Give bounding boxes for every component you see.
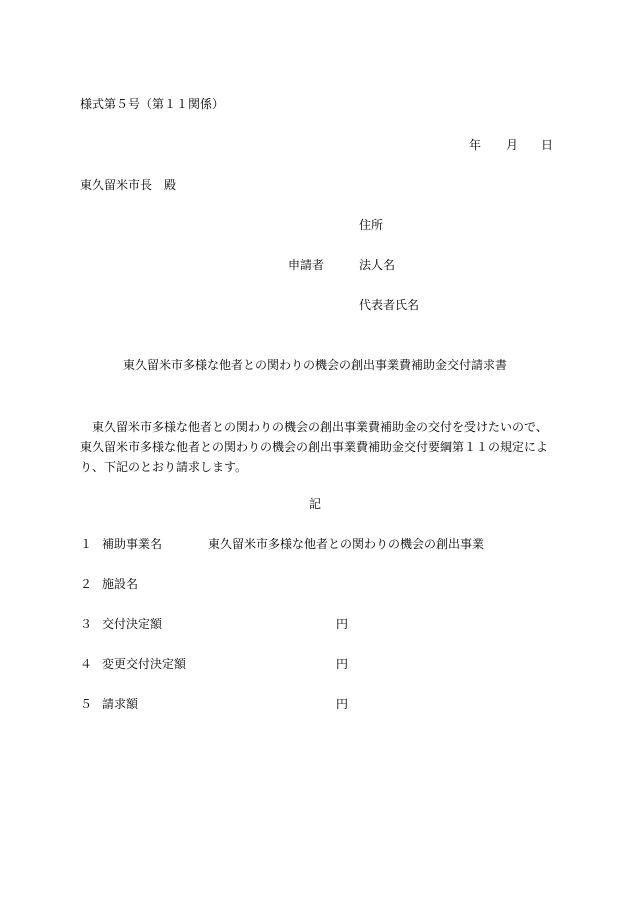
date-year: 年	[469, 138, 482, 152]
corporation-name-label: 法人名	[359, 258, 396, 272]
item-label-decision-amount: 交付決定額	[102, 617, 163, 631]
ki-heading: 記	[308, 497, 321, 511]
item-number: ２	[80, 577, 93, 591]
yen-unit: 円	[336, 697, 349, 711]
document-title: 東久留米市多様な他者との関わりの機会の創出事業費補助金交付請求書	[122, 358, 507, 372]
yen-unit: 円	[336, 657, 349, 671]
applicant-label: 申請者	[288, 258, 325, 272]
body-paragraph: 東久留米市多様な他者との関わりの機会の創出事業費補助金の交付を受けたいので、東久留米市多様な他者との関わりの機会の創出事業費補助金交付要綱第１１の規定により、下記のとおり請求します。	[80, 420, 549, 474]
address-label: 住所	[359, 218, 384, 232]
item-number: ３	[80, 617, 93, 631]
date-day: 日	[541, 138, 554, 152]
addressee: 東久留米市長 殿	[80, 178, 177, 192]
item-number: ５	[80, 697, 93, 711]
item-label-project-name: 補助事業名	[102, 537, 163, 551]
yen-unit: 円	[336, 617, 349, 631]
item-number: ４	[80, 657, 93, 671]
form-number: 様式第５号（第１１関係）	[80, 97, 225, 111]
item-value-project-name: 東久留米市多様な他者との関わりの機会の創出事業	[208, 537, 485, 551]
item-label-facility-name: 施設名	[102, 577, 139, 591]
item-label-request-amount: 請求額	[102, 697, 139, 711]
item-label-changed-decision-amount: 変更交付決定額	[102, 657, 187, 671]
date-month: 月	[506, 138, 519, 152]
representative-name-label: 代表者氏名	[359, 298, 420, 312]
item-number: １	[80, 537, 93, 551]
